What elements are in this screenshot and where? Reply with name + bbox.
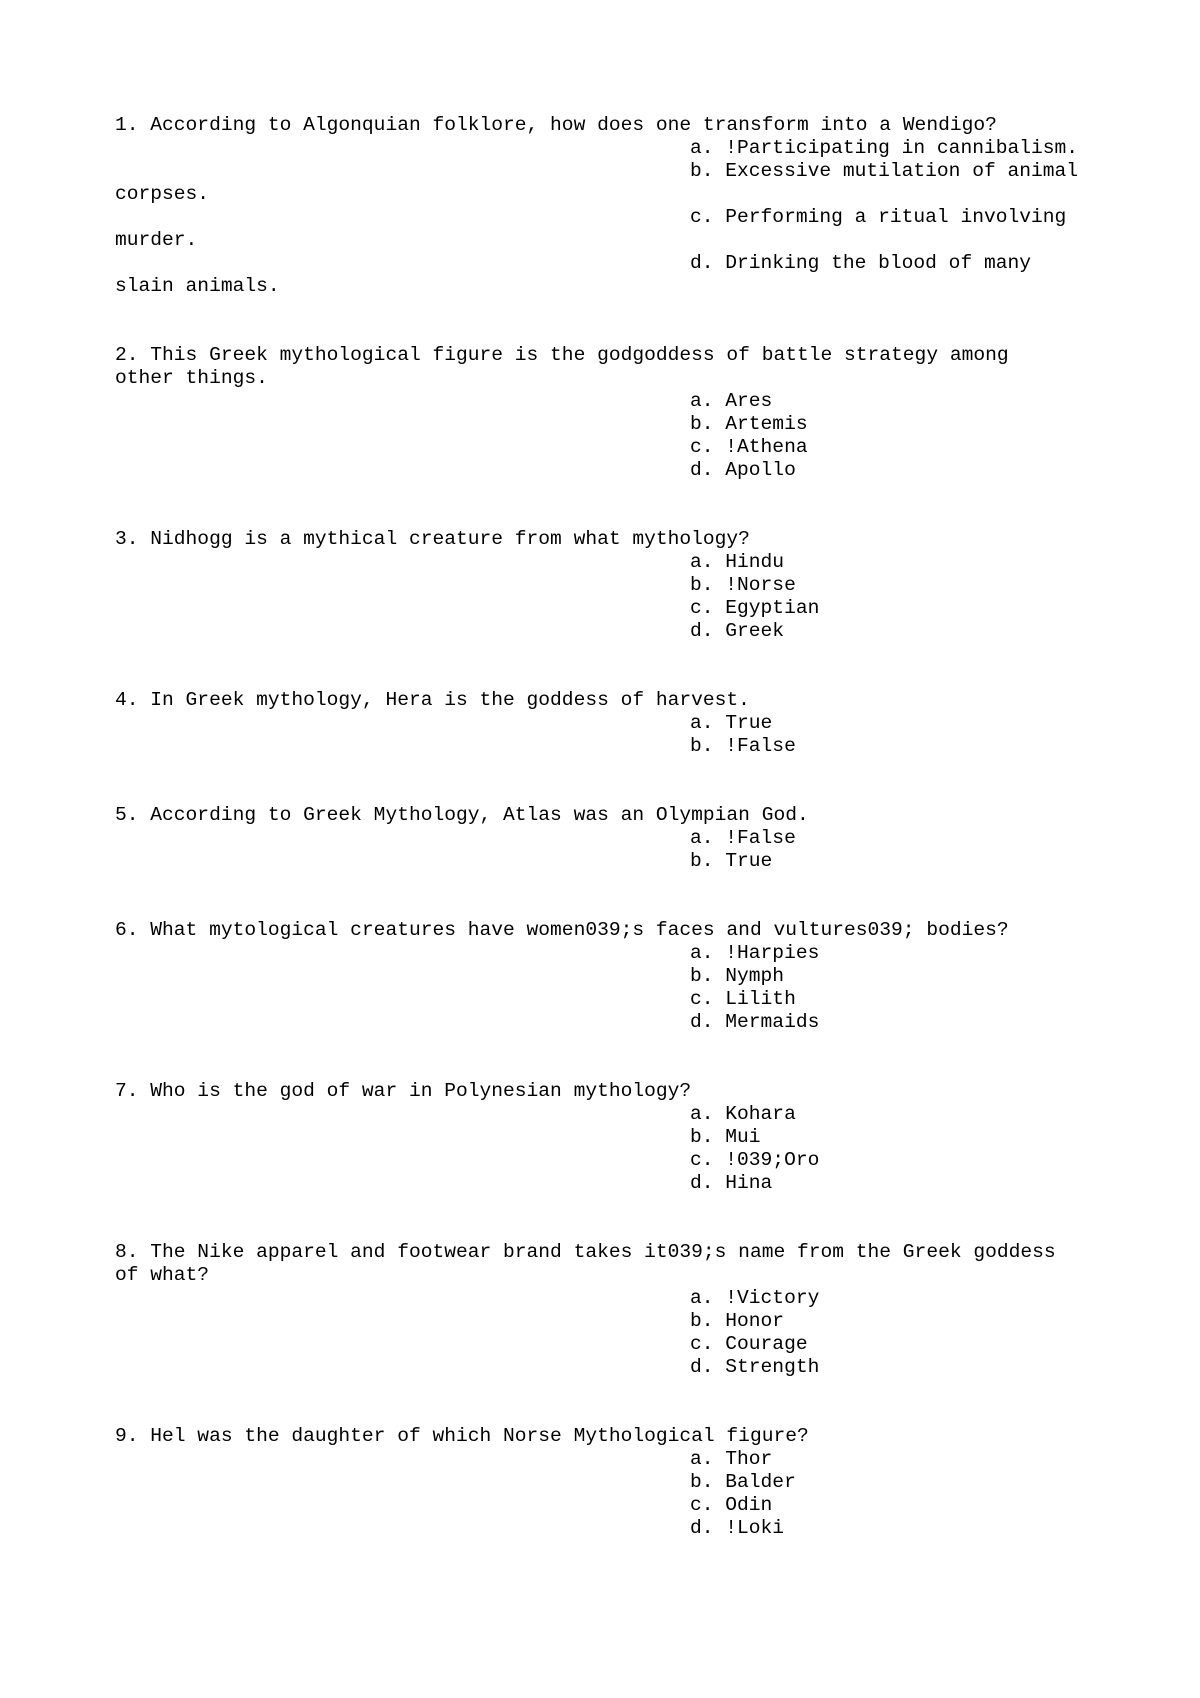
answer-option: a. !Victory [690, 1287, 820, 1309]
answer-option-wrap: corpses. [115, 183, 210, 205]
question-text: 6. What mytological creatures have women039;s faces and vultures039; bodies? [115, 919, 1009, 941]
question-text: 8. The Nike apparel and footwear brand takes it039;s name from the Greek goddess [115, 1241, 1056, 1263]
answer-option: a. Ares [690, 390, 773, 412]
question-text: 1. According to Algonquian folklore, how does one transform into a Wendigo? [115, 114, 997, 136]
question-text: of what? [115, 1264, 210, 1286]
answer-option: b. Artemis [690, 413, 808, 435]
question-text: 9. Hel was the daughter of which Norse Mythological figure? [115, 1425, 809, 1447]
answer-option: d. Mermaids [690, 1011, 820, 1033]
question-text: 5. According to Greek Mythology, Atlas was an Olympian God. [115, 804, 809, 826]
question-text: 3. Nidhogg is a mythical creature from what mythology? [115, 528, 750, 550]
answer-option: b. Nymph [690, 965, 785, 987]
answer-option-wrap: slain animals. [115, 275, 280, 297]
answer-option: b. Balder [690, 1471, 796, 1493]
answer-option: a. !Participating in cannibalism. [690, 137, 1079, 159]
answer-option: c. Odin [690, 1494, 773, 1516]
answer-option: c. !Athena [690, 436, 808, 458]
answer-option: d. Apollo [690, 459, 796, 481]
answer-option: c. Courage [690, 1333, 808, 1355]
answer-option: a. Thor [690, 1448, 773, 1470]
answer-option: b. Excessive mutilation of animal [690, 160, 1079, 182]
answer-option: d. Hina [690, 1172, 773, 1194]
answer-option: a. !Harpies [690, 942, 820, 964]
answer-option: b. True [690, 850, 773, 872]
answer-option: a. Kohara [690, 1103, 796, 1125]
question-text: other things. [115, 367, 268, 389]
answer-option: b. !False [690, 735, 796, 757]
answer-option: b. Honor [690, 1310, 785, 1332]
answer-option: b. !Norse [690, 574, 796, 596]
answer-option: d. Greek [690, 620, 785, 642]
answer-option: b. Mui [690, 1126, 761, 1148]
answer-option: c. !039;Oro [690, 1149, 820, 1171]
answer-option: d. Drinking the blood of many [690, 252, 1031, 274]
answer-option: c. Lilith [690, 988, 796, 1010]
answer-option-wrap: murder. [115, 229, 198, 251]
answer-option: d. !Loki [690, 1517, 785, 1539]
answer-option: a. Hindu [690, 551, 785, 573]
question-text: 4. In Greek mythology, Hera is the goddess of harvest. [115, 689, 750, 711]
answer-option: c. Egyptian [690, 597, 820, 619]
answer-option: a. !False [690, 827, 796, 849]
answer-option: c. Performing a ritual involving [690, 206, 1067, 228]
answer-option: d. Strength [690, 1356, 820, 1378]
answer-option: a. True [690, 712, 773, 734]
question-text: 2. This Greek mythological figure is the godgoddess of battle strategy among [115, 344, 1009, 366]
question-text: 7. Who is the god of war in Polynesian mythology? [115, 1080, 692, 1102]
